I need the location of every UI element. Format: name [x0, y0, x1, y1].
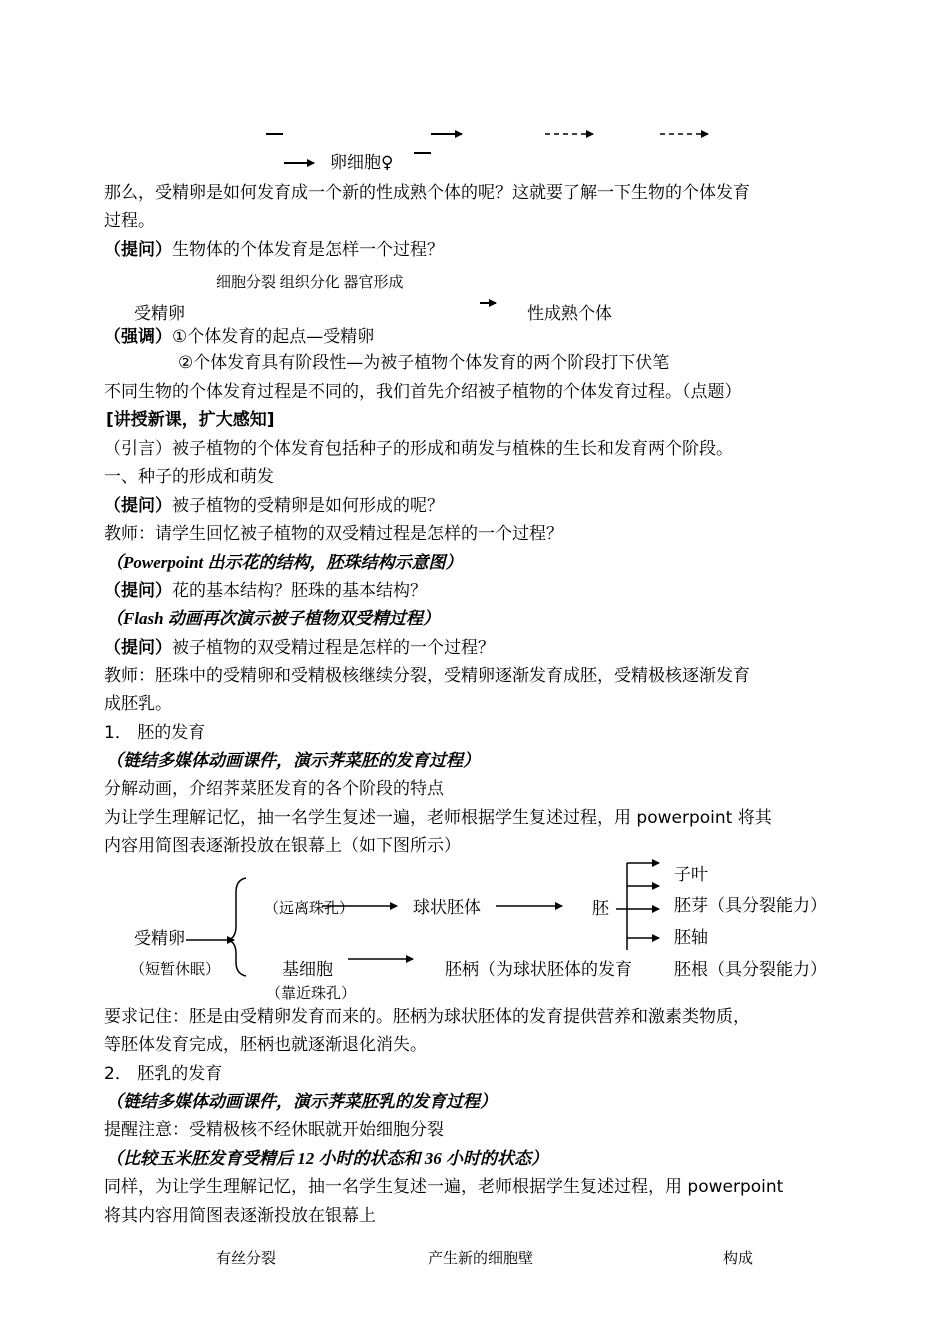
paragraph-2: 不同生物的个体发育过程是不同的，我们首先介绍被子植物的个体发育过程。（点题） [104, 382, 742, 402]
powerpoint-note: （Powerpoint 出示花的结构，胚珠结构示意图） [106, 553, 463, 572]
suspensor-label: 胚柄（为球状胚体的发育 [445, 960, 632, 980]
review-2-cont: 将其内容用简图表逐渐投放在银幕上 [104, 1206, 376, 1226]
near-micropyle-label: （靠近珠孔） [266, 984, 357, 1002]
subheading-1: 1． 胚的发育 [104, 723, 206, 743]
question-tag: （提问） [104, 581, 172, 601]
embryo-label: 胚 [592, 899, 609, 919]
dev-stages: 细胞分裂 组织分化 器官形成 [216, 275, 404, 291]
dormancy-label: （短暂休眠） [130, 960, 221, 978]
cotyledon-label: 子叶 [674, 865, 708, 885]
note-1-cont: 等胚体发育完成，胚柄也就逐渐退化消失。 [104, 1035, 427, 1055]
question-text: 被子植物的受精卵是如何形成的呢？ [172, 496, 444, 516]
summary-2: ②个体发育具有阶段性—为被子植物个体发育的两个阶段打下伏笔 [178, 353, 670, 373]
summary-1-text: ①个体发育的起点—受精卵 [172, 327, 375, 347]
globular-embryo-label: 球状胚体 [413, 898, 481, 918]
section-title: [讲授新课，扩大感知] [106, 410, 275, 430]
question-3 [104, 580, 427, 602]
radicle-label: 胚根（具分裂能力） [674, 960, 827, 980]
paragraph-1: 那么，受精卵是如何发育成一个新的性成熟个体的呢？这就要了解一下生物的个体发育 [104, 183, 750, 203]
link-note-2: （链结多媒体动画课件，演示荠菜胚乳的发育过程） [106, 1092, 497, 1111]
question-1 [104, 239, 444, 261]
teacher-2-cont: 成胚乳。 [104, 694, 172, 714]
compare-note: （比较玉米胚发育受精后 12 小时的状态和 36 小时的状态） [106, 1149, 548, 1168]
teacher-1: 教师：请学生回忆被子植物的双受精过程是怎样的一个过程？ [104, 524, 563, 544]
question-2 [104, 495, 444, 517]
far-micropyle-label: （远离珠孔） [264, 899, 355, 917]
question-tag: （提问） [104, 496, 172, 516]
hypocotyl-label: 胚轴 [674, 928, 708, 948]
flash-note: （Flash 动画再次演示被子植物双受精过程） [106, 609, 440, 628]
question-text: 被子植物的双受精过程是怎样的一个过程？ [172, 638, 495, 658]
dev-end: 性成熟个体 [527, 304, 612, 324]
note-1: 要求记住：胚是由受精卵发育而来的。胚柄为球状胚体的发育提供营养和激素类物质， [104, 1007, 750, 1027]
egg-cell-label: 卵细胞♀ [330, 153, 394, 173]
question-text: 生物体的个体发育是怎样一个过程？ [172, 240, 444, 260]
teacher-2: 教师：胚珠中的受精卵和受精极核继续分裂，受精卵逐渐发育成胚，受精极核逐渐发育 [104, 666, 750, 686]
zygote-label: 受精卵 [134, 929, 185, 949]
heading-1: 一、种子的形成和萌发 [104, 467, 274, 487]
question-tag: （提问） [104, 638, 172, 658]
remind-note: 提醒注意：受精极核不经休眠就开始细胞分裂 [104, 1120, 444, 1140]
summary-tag: （强调） [104, 327, 172, 347]
mitosis-label: 有丝分裂 [216, 1251, 277, 1267]
review-2: 同样，为让学生理解记忆，抽一名学生复述一遍，老师根据学生复述过程，用 powerpoint [104, 1177, 784, 1197]
brace [228, 878, 246, 976]
link-note-1: （链结多媒体动画课件，演示荠菜胚的发育过程） [106, 751, 480, 770]
dev-start: 受精卵 [134, 304, 185, 324]
basal-cell-label: 基细胞 [282, 960, 333, 980]
summary-1 [104, 326, 374, 348]
question-4 [104, 637, 495, 659]
plumule-label: 胚芽（具分裂能力） [674, 896, 827, 916]
subheading-2: 2． 胚乳的发育 [104, 1064, 223, 1084]
review-1: 为让学生理解记忆，抽一名学生复述一遍，老师根据学生复述过程，用 powerpoint 将其 [104, 808, 772, 828]
question-tag: （提问） [104, 240, 172, 260]
paragraph-1-cont: 过程。 [104, 211, 155, 231]
question-text: 花的基本结构？胚珠的基本结构？ [172, 581, 427, 601]
intro: （引言）被子植物的个体发育包括种子的形成和萌发与植株的生长和发育两个阶段。 [104, 439, 733, 459]
new-cell-wall-label: 产生新的细胞壁 [428, 1251, 534, 1267]
animation-note: 分解动画，介绍荠菜胚发育的各个阶段的特点 [104, 779, 444, 799]
form-label: 构成 [723, 1251, 754, 1267]
review-1-cont: 内容用简图表逐渐投放在银幕上（如下图所示） [104, 836, 461, 856]
